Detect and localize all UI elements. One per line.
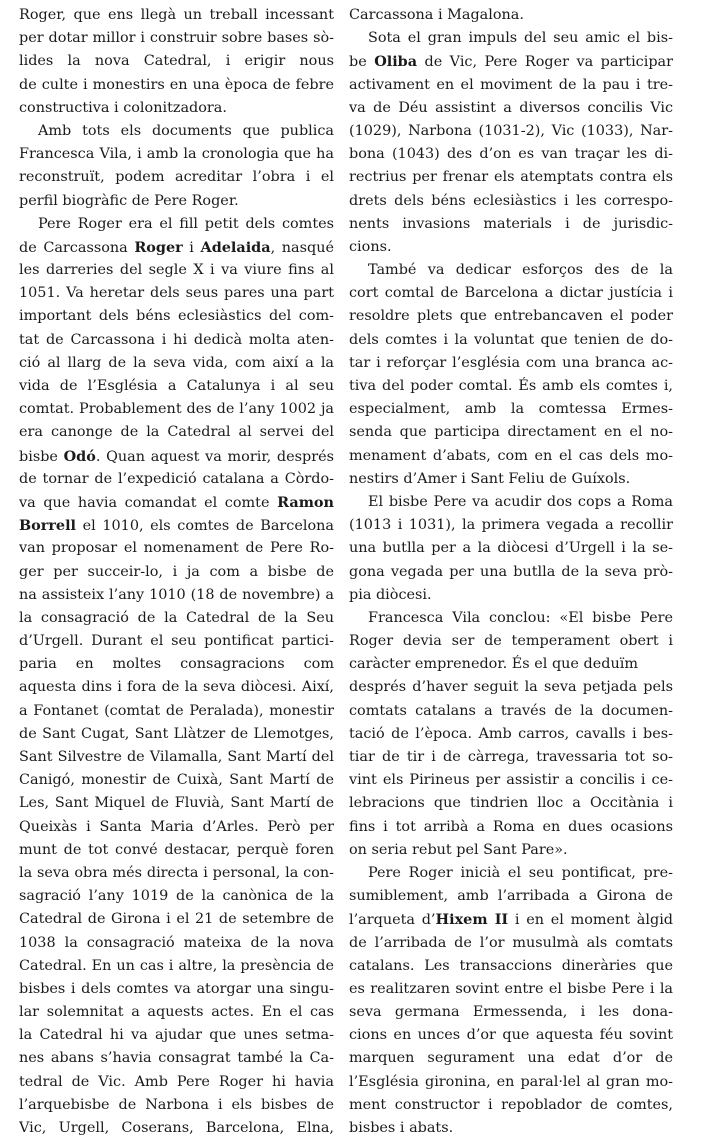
text-line: aquesta dins i fora de la seva diòcesi. Així, [19,679,334,696]
text-line: na assisteix l’any 1010 (18 de novembre) a [19,586,334,603]
text-line: Sota el gran impuls del seu amic el bis- [368,30,673,47]
text-line: Carcassona i Magalona. [349,7,524,23]
text-line: Catedral. En un cas i altre, la presència de [19,957,334,974]
text-line: tat de Carcassona i hi dedicà molta aten- [19,331,334,348]
text-line: gona vegada per una butlla de la seva prò- [349,563,673,580]
text-line: Queixàs i Santa Maria d’Arles. Però per [19,818,334,835]
text-line: vida de l’Església a Catalunya i al seu [19,378,334,394]
text-line: lar solemnitat a aquests actes. En el cas [19,1004,334,1021]
text-line: Francesca Vila conclou: «El bisbe Pere [368,609,673,626]
text-line: ment constructor i repoblador de comtes, [349,1096,673,1113]
text-line: nestirs d’Amer i Sant Feliu de Guíxols. [349,470,631,487]
text-line: Pere Roger inicià el seu pontificat, pre- [368,864,673,881]
text-line: lebracions que tindrien lloc a Occitània i [349,795,673,812]
text-segment: de Vic, Pere Roger va participar [417,54,673,71]
text-line: tedral de Vic. Amb Pere Roger hi havia [19,1073,334,1090]
text-line: nes abans s’havia consagrat també la Ca- [19,1050,334,1067]
text-line [19,213,334,236]
text-segment: be [349,54,375,71]
text-line: cort comtal de Barcelona a dictar justícia i [349,285,673,302]
text-line: nents invasions materials i de jurisdic- [349,215,673,232]
text-line: 1051. Va heretar dels seus pares una part [19,285,334,302]
text-line: resoldre plets que entrebancaven el poder [349,308,673,325]
text-line: rectrius per frenar els atemptats contra els [349,169,673,186]
text-segment: Pere Roger era el fill petit dels comtes [38,215,334,232]
text-line: Roger devia ser de temperament obert i [349,633,673,650]
text-line: Sant Silvestre de Vilamalla, Sant Martí del [19,749,334,765]
text-line: de culte i monestirs en una època de febre [19,76,334,93]
bold-name: Ramon [277,493,334,511]
text-line: senda que participa directament en el no- [349,424,673,441]
text-line: per dotar millor i construir sobre bases sò- [19,30,334,47]
text-line: perfil biogràfic de Pere Roger. [19,192,239,209]
text-line: Amb tots els documents que publica [38,122,334,139]
text-line: cions. [349,238,392,255]
text-line: Vic, Urgell, Coserans, Barcelona, Elna, [19,1120,334,1136]
text-line: caràcter emprenedor. És el que deduïm [349,656,638,673]
bold-name: Borrell [19,517,77,535]
text-line: bisbes i abats. [349,1120,454,1136]
text-segment: bisbe [19,448,64,465]
text-line: Les, Sant Miquel de Fluvià, Sant Martí de [19,795,334,812]
text-line: l’Església gironina, en paral·lel al gran mo- [349,1073,673,1090]
text-line: ció al llarg de la seva vida, com així a la [19,354,334,371]
bold-name: Oliba [374,53,418,71]
text-segment: va que havia comandat el comte [19,494,278,511]
text-line: va de Déu assistint a diversos concilis Vic [349,99,673,116]
text-line: de Sant Cugat, Sant Llàtzer de Llemotges, [19,725,334,742]
text-line: catalans. Les transaccions dineràries que [349,957,673,974]
text-line: la Catedral hi va ajudar que unes setma- [19,1027,334,1044]
text-line: (1029), Narbona (1031-2), Vic (1033), Nar- [349,122,673,139]
text-segment: l’arqueta d’ [349,912,436,929]
text-line: comtats catalans a través de la documen- [349,702,673,719]
text-line: tar i reforçar l’església com una branca ac- [349,354,673,371]
text-line: tiva del poder comtal. És amb els comtes i, [349,378,673,394]
text-line: drets dels béns eclesiàstics i les correspo- [349,192,673,209]
text-line: dels comtes i la voluntat que tenien de do- [349,331,673,348]
text-line: l’arquebisbe de Narbona i els bisbes de [19,1096,334,1113]
text-line: tació de l’època. Amb carros, cavalls i bes- [349,725,673,742]
text-line: cions en unces d’or que aquesta féu sovint [349,1027,673,1044]
text-line: marquen segurament una edat d’or de [349,1050,673,1067]
bold-name: Adelaida [200,238,271,256]
text-line: pia diòcesi. [349,586,432,603]
text-line: important dels béns eclesiàstics del com- [19,308,334,325]
text-segment: . Quan aquest va morir, després [95,448,334,465]
text-line: després d’haver seguit la seva petjada pels [349,679,673,696]
text-line: Catedral de Girona i el 21 de setembre de [19,911,334,928]
text-line [19,236,334,259]
text-line: la consagració de la Catedral de la Seu [19,609,334,626]
text-line: era canonge de la Catedral al servei del [19,424,334,441]
text-line: constructiva i colonitzadora. [19,99,227,116]
bold-name: Hixem II [435,911,509,929]
text-line: comtat. Probablement des de l’any 1002 ja [19,401,334,418]
text-line [19,445,334,468]
text-line: especialment, amb la comtessa Ermes- [349,401,673,418]
text-line: van proposar el nomenament de Pere Ro- [19,540,334,557]
text-line: sumiblement, amb l’arribada a Girona de [349,888,673,905]
text-line: paria en moltes consagracions com [19,656,334,673]
text-line: la seva obra més directa i personal, la con- [19,864,334,881]
bold-name: Odó [63,447,96,465]
text-segment: i [182,239,201,256]
text-line: de tornar de l’expedició catalana a Còrdo- [19,470,334,487]
text-line: les darreries del segle X i va viure fins al [19,262,334,279]
text-line: menament d’abats, com en el cas dels mo- [349,447,673,464]
article-column-left [19,4,334,1140]
text-segment: el 1010, els comtes de Barcelona [76,518,334,535]
text-line: 1038 la consagració mateixa de la nova [19,934,334,951]
text-line: d’Urgell. Durant el seu pontificat partici- [19,633,334,650]
text-line: a Fontanet (comtat de Peralada), monestir [19,702,334,719]
text-line: Roger, que ens llegà un treball incessant [19,7,334,23]
text-line: on seria rebut pel Sant Pare». [349,841,568,858]
text-line [349,50,673,73]
text-line: (1013 i 1031), la primera vegada a recollir [349,517,673,534]
text-line: lides la nova Catedral, i erigir nous [19,53,334,70]
text-line: Francesca Vila, i amb la cronologia que ha [19,146,334,163]
text-line [19,491,334,514]
text-segment: de Carcassona [19,239,135,256]
text-line: de l’arribada de l’or musulmà als comtats [349,934,673,951]
text-line: El bisbe Pere va acudir dos cops a Roma [368,493,673,510]
text-line: ger per succeir-lo, i ja com a bisbe de [19,563,334,580]
text-line: tiar de tir i de càrrega, travessaria tot so- [349,749,673,765]
text-line: fins i tot arribà a Roma en dues ocasions [349,818,673,835]
text-line: activament en el moviment de la pau i tre- [349,76,673,93]
text-segment: i en el moment àlgid [508,912,673,929]
text-segment: , nasqué [270,239,334,256]
text-line [349,908,673,931]
bold-name: Roger [134,238,183,256]
text-line: es realitzaren sovint entre el bisbe Pere i la [349,980,673,997]
text-line: bona (1043) des d’on es van traçar les di- [349,146,673,163]
text-line: una butlla per a la diòcesi d’Urgell i la se- [349,540,673,557]
text-line: Canigó, monestir de Cuixà, Sant Martí de [19,772,334,789]
text-line: reconstruït, podem acreditar l’obra i el [19,169,334,186]
text-line: vint els Pirineus per assistir a concilis i ce- [349,772,673,789]
text-line: seva germana Ermessenda, i les dona- [349,1004,673,1021]
text-line: sagració l’any 1019 de la canònica de la [19,888,334,905]
text-line: bisbes i dels comtes va atorgar una singu- [19,980,334,997]
article-column-right [349,4,673,1140]
text-line [19,514,334,537]
text-line: munt de tot convé destacar, perquè foren [19,841,334,858]
text-line: També va dedicar esforços des de la [368,262,673,279]
